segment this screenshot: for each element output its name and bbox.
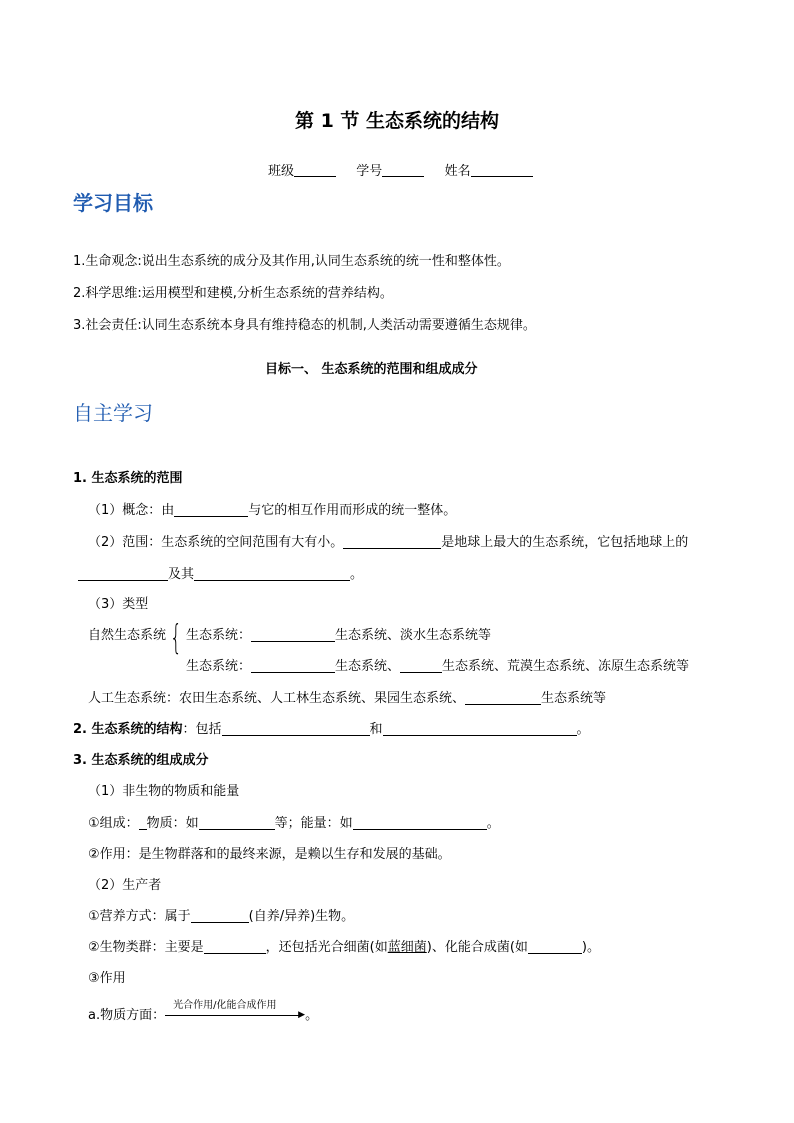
abiotic-composition-line: ①组成： 物质：如 等；能量：如 。 — [88, 816, 500, 831]
arrow-icon: 光合作用/化能合成作用 ▶ — [165, 1003, 305, 1023]
goal-item-3: 3.社会责任:认同生态系统本身具有维持稳态的机制,人类活动需要遵循生态规律。 — [73, 318, 536, 333]
artificial-ecosystem-line: 人工生态系统：农田生态系统、人工林生态系统、果园生态系统、 生态系统等 — [88, 691, 607, 706]
nutrition-blank[interactable] — [191, 908, 249, 923]
matter-role-line: a.物质方面： 光合作用/化能合成作用 ▶ 。 — [88, 1003, 318, 1023]
student-info — [268, 160, 533, 179]
natural-blank-3[interactable] — [400, 658, 442, 673]
structure-blank-2[interactable] — [383, 721, 577, 736]
natural-type-2: 生态系统： 生态系统、 生态系统、荒漠生态系统、冻原生态系统等 — [186, 659, 690, 674]
role-heading: ③作用 — [88, 971, 126, 986]
class-label: 班级 — [268, 164, 295, 179]
matter-pre-blank[interactable] — [139, 815, 147, 830]
types-heading: （3）类型 — [88, 597, 149, 612]
goal-item-2: 2.科学思维:运用模型和建模,分析生态系统的营养结构。 — [73, 286, 393, 301]
concept-line: （1）概念：由 与它的相互作用而形成的统一整体。 — [88, 503, 457, 518]
groups-blank[interactable] — [204, 939, 266, 954]
range-blank-2[interactable] — [78, 566, 168, 581]
name-label: 姓名 — [444, 164, 471, 179]
brace-icon: { — [170, 618, 182, 658]
natural-blank-1[interactable] — [251, 627, 335, 642]
natural-blank-2[interactable] — [251, 658, 335, 673]
number-blank[interactable] — [382, 162, 424, 177]
nutrition-line: ①营养方式：属于 (自养/异养)生物。 — [88, 909, 355, 924]
concept-blank[interactable] — [174, 502, 248, 517]
goal-item-1: 1.生命观念:说出生态系统的成分及其作用,认同生态系统的统一性和整体性。 — [73, 254, 510, 269]
matter-blank[interactable] — [199, 815, 275, 830]
chemo-blank[interactable] — [528, 939, 582, 954]
producer-groups-line: ②生物类群：主要是 ，还包括光合细菌(如蓝细菌)、化能合成菌(如 )。 — [88, 940, 600, 955]
section-2-line: 2. 生态系统的结构：包括 和 。 — [73, 722, 590, 737]
target-one-heading: 目标一、 生态系统的范围和组成成分 — [265, 362, 478, 377]
natural-type-1: 生态系统： 生态系统、淡水生态系统等 — [186, 628, 492, 643]
range-blank-3[interactable] — [194, 566, 350, 581]
abiotic-heading: （1）非生物的物质和能量 — [88, 784, 240, 799]
arrow-label: 光合作用/化能合成作用 — [173, 1000, 277, 1011]
class-blank[interactable] — [294, 162, 336, 177]
section-2-heading: 2. 生态系统的结构 — [73, 722, 183, 737]
cyanobacteria-text: 蓝细菌 — [387, 940, 427, 955]
abiotic-function-line: ②作用：是生物群落和的最终来源，是赖以生存和发展的基础。 — [88, 847, 451, 862]
natural-ecosystem-label: 自然生态系统 — [88, 628, 167, 643]
page-title: 第 1 节 生态系统的结构 — [294, 110, 500, 132]
section-1-heading: 1. 生态系统的范围 — [73, 471, 183, 486]
section-3-heading: 3. 生态系统的组成成分 — [73, 753, 209, 768]
self-study-heading: 自主学习 — [73, 401, 153, 425]
range-blank-1[interactable] — [343, 534, 441, 549]
artificial-blank[interactable] — [465, 690, 541, 705]
structure-blank-1[interactable] — [222, 721, 370, 736]
number-label: 学号 — [356, 164, 383, 179]
goals-heading: 学习目标 — [73, 191, 153, 215]
range-line: （2）范围：生态系统的空间范围有大有小。 是地球上最大的生态系统，它包括地球上的 — [88, 535, 689, 550]
energy-blank[interactable] — [353, 815, 487, 830]
producer-heading: （2）生产者 — [88, 878, 162, 893]
range-line-2: 及其 。 — [78, 563, 363, 582]
name-blank[interactable] — [471, 162, 533, 177]
